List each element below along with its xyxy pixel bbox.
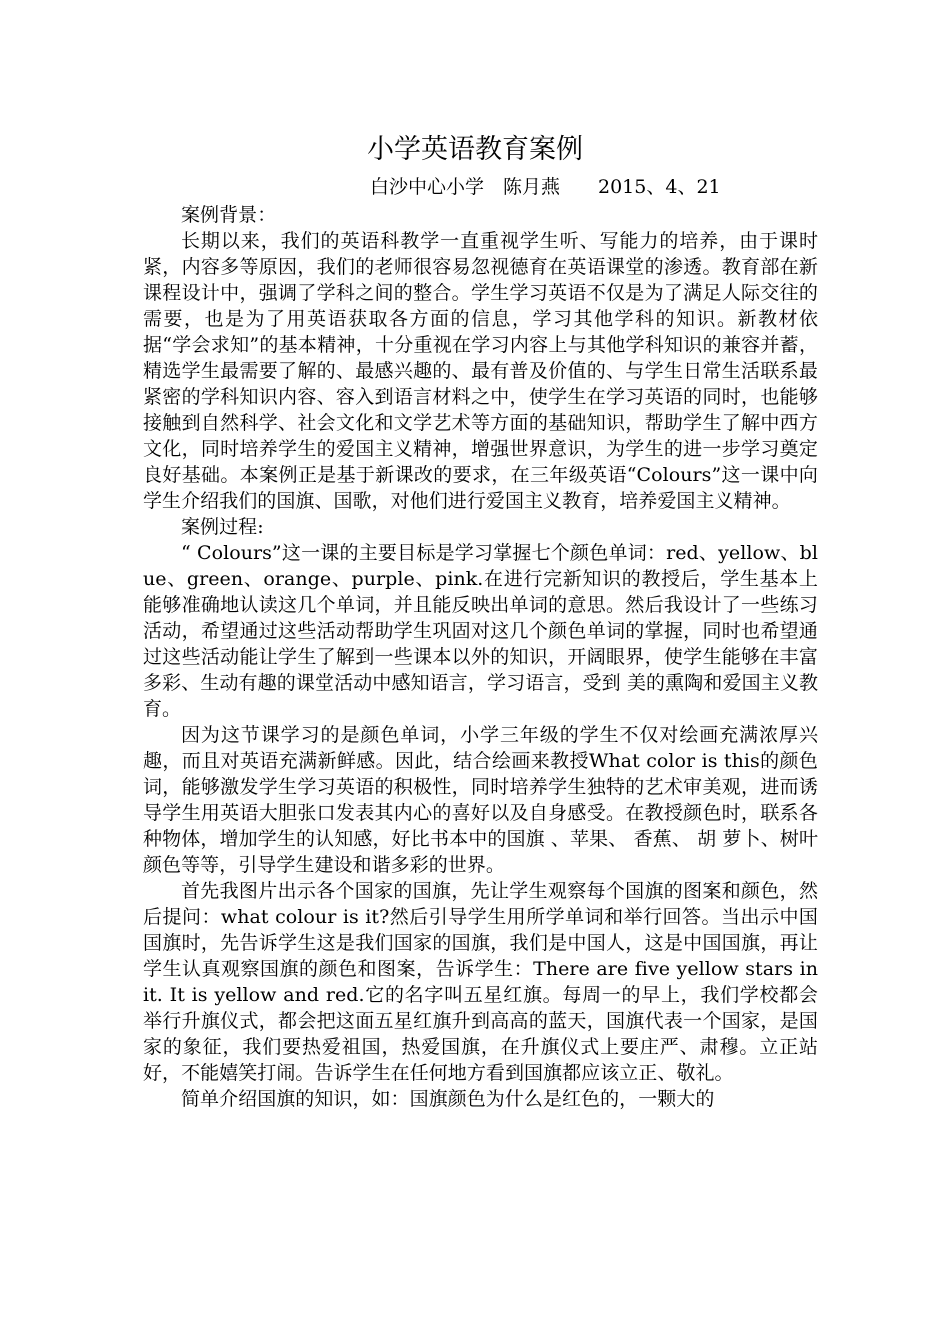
- section-heading-process: 案例过程:: [181, 516, 264, 538]
- document-title: 小学英语教育案例: [367, 134, 583, 165]
- body-paragraph: 因为这节课学习的是颜色单词，小学三年级的学生不仅对绘画充满浓厚兴趣，而且对英语充满新鲜感。因此，结合绘画来教授What color is this的颜色词，能够激发学生学习英语的积极性，同时培养学生独特的艺术审美观，进而诱导学生用英语大胆张口发表其内心的喜好以及自身感受。在教授颜色时，联系各种物体，增加学生的认知感，好比书本中的国旗 、苹果、 香蕉、 胡 萝卜、树叶颜色等等，引导学生建设和谐多彩的世界。: [143, 724, 818, 876]
- section-heading-background: 案例背景：: [181, 204, 277, 226]
- body-paragraph: 首先我图片出示各个国家的国旗，先让学生观察每个国旗的图案和颜色，然后提问：what colour is it?然后引导学生用所学单词和举行回答。当出示中国国旗时，先告诉学生这是我们国家的国旗，我们是中国人，这是中国国旗，再让学生认真观察国旗的颜色和图案，告诉学生：There are five yellow stars in it. It is yellow and red.它的名字叫五星红旗。每周一的早上，我们学校都会举行升旗仪式，都会把这面五星红旗升到高高的蓝天，国旗代表一个国家，是国家的象征，我们要热爱祖国，热爱国旗，在升旗仪式上要庄严、肃穆。立正站好，不能嬉笑打闹。告诉学生在任何地方看到国旗都应该立正、敬礼。: [143, 880, 818, 1084]
- document-body: [143, 202, 818, 1112]
- body-paragraph: 简单介绍国旗的知识，如：国旗颜色为什么是红色的，一颗大的: [181, 1088, 715, 1110]
- author-byline: 白沙中心小学 陈月燕 2015、4、21: [370, 176, 721, 198]
- body-paragraph: “ Colours”这一课的主要目标是学习掌握七个颜色单词：red、yellow、blue、green、orange、purple、pink.在进行完新知识的教授后，学生基本上能够准确地认读这几个单词，并且能反映出单词的意思。然后我设计了一些练习活动，希望通过这些活动帮助学生巩固对这几个颜色单词的掌握，同时也希望通过这些活动能让学生了解到一些课本以外的知识，开阔眼界，使学生能够在丰富多彩、生动有趣的课堂活动中感知语言，学习语言，受到 美的熏陶和爱国主义教育。: [143, 542, 818, 720]
- body-paragraph: 长期以来，我们的英语科教学一直重视学生听、写能力的培养，由于课时紧，内容多等原因，我们的老师很容易忽视德育在英语课堂的渗透。教育部在新课程设计中，强调了学科之间的整合。学生学习英语不仅是为了满足人际交往的需要，也是为了用英语获取各方面的信息，学习其他学科的知识。新教材依据“学会求知”的基本精神，十分重视在学习内容上与其他学科知识的兼容并蓄，精选学生最需要了解的、最感兴趣的、最有普及价值的、与学生日常生活联系最紧密的学科知识内容、容入到语言材料之中，使学生在学习英语的同时，也能够接触到自然科学、社会文化和文学艺术等方面的基础知识，帮助学生了解中西方文化，同时培养学生的爱国主义精神，增强世界意识，为学生的进一步学习奠定良好基础。本案例正是基于新课改的要求，在三年级英语“Colours”这一课中向学生介绍我们的国旗、国歌，对他们进行爱国主义教育，培养爱国主义精神。: [143, 230, 818, 512]
